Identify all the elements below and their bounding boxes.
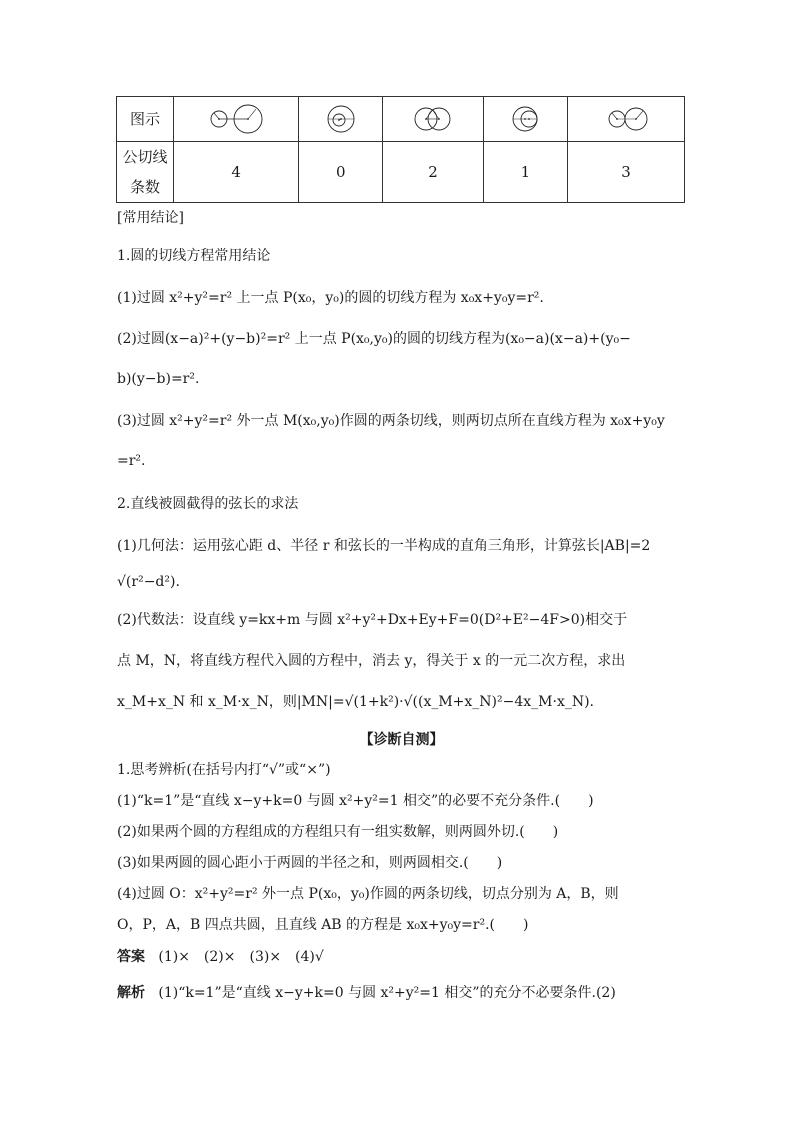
circle-position-table xyxy=(116,96,685,203)
analysis-text: (1)“k=1”是“直线 x−y+k=0 与圆 x²+y²=1 相交”的充分不必要条件.(2) xyxy=(158,985,616,1001)
answer-label: 答案 xyxy=(117,949,145,965)
table-cell xyxy=(383,97,484,142)
row-label-diagram: 图示 xyxy=(117,97,174,142)
conclusion-2-item-2-cont: 点 M，N，将直线方程代入圆的方程中，消去 y，得关于 x 的一元二次方程，求出 xyxy=(117,653,626,669)
analysis-line xyxy=(117,983,686,1003)
conclusion-1-heading: 1.圆的切线方程常用结论 xyxy=(117,248,271,264)
separate-circles-icon xyxy=(206,102,266,136)
conclusion-1-item-2: (2)过圆(x−a)²+(y−b)²=r² 上一点 P(x₀,y₀)的圆的切线方程为(x₀−a)(x−a)+(y₀− xyxy=(117,331,631,347)
section-label-conclusions: [常用结论] xyxy=(117,210,184,226)
question-3: (3)如果两圆的圆心距小于两圆的半径之和，则两圆相交.( ) xyxy=(117,855,503,871)
conclusion-1-item-1: (1)过圆 x²+y²=r² 上一点 P(x₀，y₀)的圆的切线方程为 x₀x+y₀y=r². xyxy=(117,290,544,306)
externally-tangent-circles-icon xyxy=(598,102,654,136)
diagnostic-heading: 【诊断自测】 xyxy=(359,732,444,748)
tangent-count-cell: 3 xyxy=(567,142,684,203)
table-row-diagrams xyxy=(117,97,685,142)
tangent-count-cell: 1 xyxy=(483,142,567,203)
table-cell xyxy=(483,97,567,142)
analysis-label: 解析 xyxy=(117,985,145,1001)
question-intro: 1.思考辨析(在括号内打“√”或“×”) xyxy=(117,762,331,778)
question-1: (1)“k=1”是“直线 x−y+k=0 与圆 x²+y²=1 相交”的必要不充分条件.( ) xyxy=(117,793,594,809)
conclusion-2-item-2-cont2: x_M+x_N 和 x_M·x_N，则|MN|=√(1+k²)·√((x_M+x_N)²−4x_M·x_N). xyxy=(117,694,595,710)
question-4-cont: O，P，A，B 四点共圆，且直线 AB 的方程是 x₀x+y₀y=r².( ) xyxy=(117,917,529,933)
tangent-count-cell: 4 xyxy=(174,142,299,203)
question-4: (4)过圆 O：x²+y²=r² 外一点 P(x₀，y₀)作圆的两条切线，切点分别为 A，B，则 xyxy=(117,886,619,902)
answer-text: (1)× (2)× (3)× (4)√ xyxy=(158,949,324,965)
conclusion-2-item-1-cont: √(r²−d²). xyxy=(117,574,180,590)
internally-tangent-circles-icon xyxy=(505,102,545,136)
conclusion-1-item-3: (3)过圆 x²+y²=r² 外一点 M(x₀,y₀)作圆的两条切线，则两切点所在直线方程为 x₀x+y₀y xyxy=(117,413,665,429)
conclusion-2-item-2: (2)代数法：设直线 y=kx+m 与圆 x²+y²+Dx+Ey+F=0(D²+E²−4F>0)相交于 xyxy=(117,612,628,628)
table-row-tangent-count xyxy=(117,142,685,203)
conclusion-2-item-1: (1)几何法：运用弦心距 d、半径 r 和弦长的一半构成的直角三角形，计算弦长|AB|=2 xyxy=(117,538,651,554)
tangent-count-cell: 0 xyxy=(299,142,383,203)
table-cell xyxy=(174,97,299,142)
row-label-tangent-count: 公切线 条数 xyxy=(117,142,174,203)
table-cell xyxy=(299,97,383,142)
answer-line xyxy=(117,947,686,967)
tangent-count-cell: 2 xyxy=(383,142,484,203)
conclusion-2-heading: 2.直线被圆截得的弦长的求法 xyxy=(117,496,299,512)
table-cell xyxy=(567,97,684,142)
conclusion-1-item-3-cont: =r². xyxy=(117,453,146,469)
conclusion-1-item-2-cont: b)(y−b)=r². xyxy=(117,371,200,387)
question-2: (2)如果两个圆的方程组成的方程组只有一组实数解，则两圆外切.( ) xyxy=(117,824,559,840)
intersecting-circles-icon xyxy=(409,102,457,136)
contained-circles-icon xyxy=(321,102,361,136)
